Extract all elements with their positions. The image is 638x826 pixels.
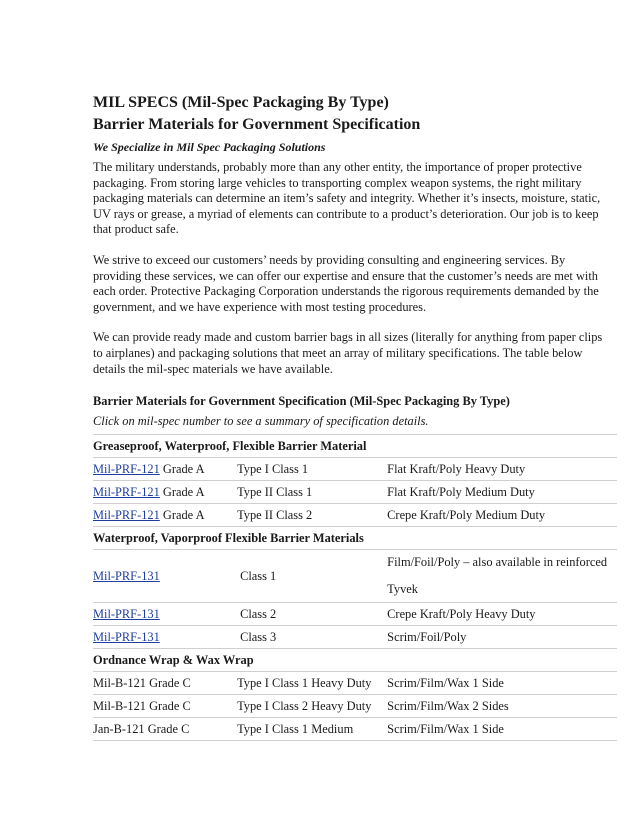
- grade-text: Grade A: [159, 461, 205, 476]
- table-row: [93, 603, 617, 626]
- table-instruction: Click on mil-spec number to see a summary of specification details.: [93, 414, 429, 429]
- type-cell: Type II Class 2: [237, 504, 387, 527]
- spec-cell: [93, 481, 237, 504]
- material-text: Film/Foil/Poly – also available in reinforced: [387, 554, 608, 569]
- material-cell: Crepe Kraft/Poly Medium Duty: [387, 504, 617, 527]
- table-row: [93, 695, 617, 718]
- type-cell: Type I Class 2 Heavy Duty: [237, 695, 387, 718]
- spec-link[interactable]: Mil-PRF-131: [93, 629, 160, 644]
- spec-link[interactable]: Mil-PRF-121: [93, 507, 160, 522]
- table-row: [93, 550, 617, 603]
- table-row: [93, 672, 617, 695]
- type-cell: Type I Class 1 Heavy Duty: [237, 672, 387, 695]
- grade-text: Grade A: [159, 507, 205, 522]
- section-row-ordnance: [93, 649, 617, 672]
- type-cell: Type II Class 1: [237, 481, 387, 504]
- material-cell: [387, 550, 617, 603]
- spec-cell: [93, 626, 237, 649]
- type-cell: Class 3: [237, 626, 387, 649]
- spec-cell: [93, 550, 237, 603]
- table-row: [93, 504, 617, 527]
- spec-cell: [93, 458, 237, 481]
- spec-link[interactable]: Mil-PRF-131: [93, 568, 160, 583]
- spec-cell: [93, 504, 237, 527]
- spec-cell: Mil-B-121 Grade C: [93, 695, 237, 718]
- services-paragraph: We strive to exceed our customers’ needs by providing consulting and engineering services. By providing these services, we can offer our expertise and ensure that the customer’s needs are met with each order. Protective Packaging Corporation understands the rigorous requirements demanded by the government, and we have experience with most testing procedures.: [93, 252, 599, 314]
- page-subtitle: Barrier Materials for Government Specification: [93, 116, 421, 133]
- material-text-continued: Tyvek: [387, 582, 418, 597]
- document-page: [93, 92, 613, 741]
- grade-text: Grade A: [159, 484, 205, 499]
- section-heading: Greaseproof, Waterproof, Flexible Barrier Material: [93, 435, 617, 458]
- table-row: [93, 481, 617, 504]
- spec-cell: [93, 603, 237, 626]
- section-row-waterproof: [93, 527, 617, 550]
- section-heading: Waterproof, Vaporproof Flexible Barrier Materials: [93, 527, 617, 550]
- spec-cell: Jan-B-121 Grade C: [93, 718, 237, 741]
- material-cell: Scrim/Film/Wax 1 Side: [387, 718, 617, 741]
- spec-link[interactable]: Mil-PRF-121: [93, 484, 160, 499]
- material-cell: Scrim/Foil/Poly: [387, 626, 617, 649]
- section-row-greaseproof: [93, 435, 617, 458]
- intro-paragraph: The military understands, probably more than any other entity, the importance of proper protective packaging. From storing large vehicles to transporting complex weapon systems, the right military packaging materials can determine an item’s safety and integrity. Whether it’s insects, moisture, static, UV rays or grease, a myriad of elements can contribute to a product’s deterioration. Our job is to keep that product safe.: [93, 160, 601, 237]
- spec-link[interactable]: Mil-PRF-131: [93, 606, 160, 621]
- section-heading: Ordnance Wrap & Wax Wrap: [93, 649, 617, 672]
- table-row: [93, 458, 617, 481]
- material-cell: Flat Kraft/Poly Heavy Duty: [387, 458, 617, 481]
- table-title: Barrier Materials for Government Specification (Mil-Spec Packaging By Type): [93, 394, 510, 409]
- material-cell: Scrim/Film/Wax 2 Sides: [387, 695, 617, 718]
- spec-link[interactable]: Mil-PRF-121: [93, 461, 160, 476]
- tagline: We Specialize in Mil Spec Packaging Solutions: [93, 140, 326, 154]
- type-cell: Class 2: [237, 603, 387, 626]
- material-cell: Scrim/Film/Wax 1 Side: [387, 672, 617, 695]
- table-row: [93, 718, 617, 741]
- spec-cell: Mil-B-121 Grade C: [93, 672, 237, 695]
- products-paragraph: We can provide ready made and custom barrier bags in all sizes (literally for anything from paper clips to airplanes) and packaging solutions that meet an array of military specifications. The table below details the mil-spec materials we have available.: [93, 330, 603, 376]
- page-title: MIL SPECS (Mil-Spec Packaging By Type): [93, 94, 389, 111]
- type-cell: Type I Class 1: [237, 458, 387, 481]
- mil-spec-table: [93, 434, 617, 741]
- material-cell: Flat Kraft/Poly Medium Duty: [387, 481, 617, 504]
- type-cell: Type I Class 1 Medium: [237, 718, 387, 741]
- type-cell: Class 1: [237, 550, 387, 603]
- material-cell: Crepe Kraft/Poly Heavy Duty: [387, 603, 617, 626]
- table-row: [93, 626, 617, 649]
